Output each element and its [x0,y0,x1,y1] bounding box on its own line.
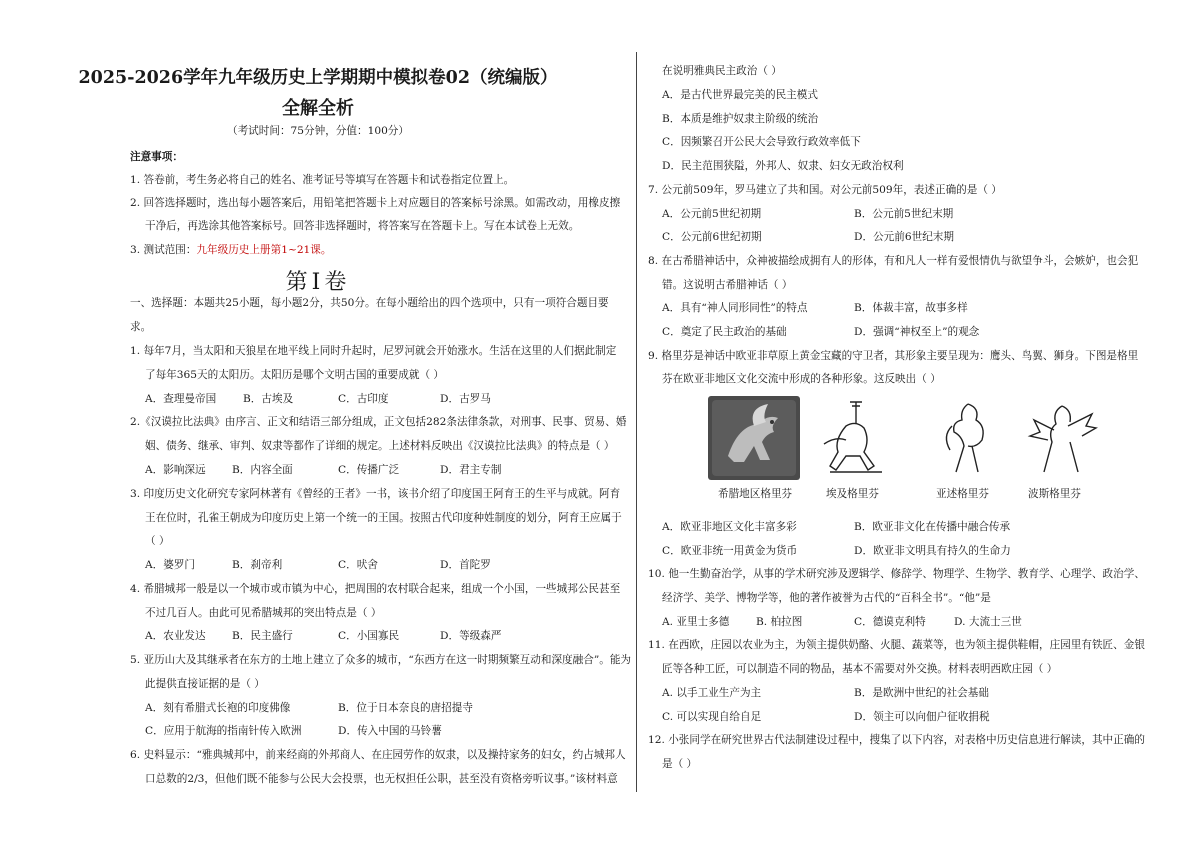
question-2: 2.《汉谟拉比法典》由序言、正文和结语三部分组成，正文包括282条法律条款，对刑事、民事、贸易、婚 [130,416,627,428]
notice-item: 干净后，再选涂其他答案标号。回答非选择题时，将答案写在答题卡上。写在本试卷上无效。 [145,220,580,232]
question-5: 5. 亚历山大及其继承者在东方的土地上建立了众多的城市，“东西方在这一时期频繁互动和深度融合”。能为 [130,654,632,666]
option: A．查理曼帝国 [145,393,217,405]
egyptian-griffin-image [816,396,896,480]
question-9: 9. 格里芬是神话中欧亚非草原上黄金宝藏的守卫者，其形象主要呈现为：鹰头、鸟翼、狮身。下图是格里 [648,350,1139,362]
option: D．传入中国的马铃薯 [338,725,442,737]
question-text: 不过几百人。由此可见希腊城邦的突出特点是（ ） [145,607,382,619]
question-text: 在说明雅典民主政治（ ） [662,65,782,77]
notice-item: 1. 答卷前，考生务必将自己的姓名、准考证号等填写在答题卡和试卷指定位置上。 [130,174,515,186]
option: A．婆罗门 [145,559,196,571]
page-subtitle: 全解全析 [282,98,354,119]
option: B．体裁丰富，故事多样 [854,302,968,314]
option: D．古罗马 [440,393,491,405]
option: C．德谟克利特 [854,616,926,628]
question-6: 6. 史料显示：“雅典城邦中，前来经商的外邦商人、在庄园劳作的奴隶，以及操持家务的妇女，约占城邦人 [130,749,626,761]
option: D．领主可以向佃户征收捐税 [854,711,990,723]
option: A. 以手工业生产为主 [662,687,762,699]
question-text: 此提供直接证据的是（ ） [145,678,265,690]
option: C. 可以实现自给自足 [662,711,762,723]
figure-caption: 希腊地区格里芬 [718,488,793,500]
figure-caption: 亚述格里芬 [936,488,989,500]
notice-item: 2. 回答选择题时，选出每小题答案后，用铅笔把答题卡上对应题目的答案标号涂黑。如需改动，用橡皮擦 [130,197,621,209]
question-text: 芬在欧亚非地区文化交流中形成的各种形象。这反映出（ ） [662,373,941,385]
question-11: 11. 在西欧，庄园以农业为主，为领主提供奶酪、火腿、蔬菜等，也为领主提供鞋帽，庄园里有铁匠、金银 [648,639,1145,651]
right-column [636,0,1200,849]
question-4: 4. 希腊城邦一般是以一个城市或市镇为中心，把周围的农村联合起来，组成一个小国，一些城邦公民甚至 [130,583,621,595]
persian-griffin-image [1026,396,1100,480]
question-1: 1. 每年7月，当太阳和天狼星在地平线上同时升起时，尼罗河就会开始涨水。生活在这里的人们据此制定 [130,345,617,357]
option: C．古印度 [338,393,389,405]
question-text: （ ） [145,535,170,547]
volume-heading: 第Ⅰ卷 [285,270,351,295]
option: D．公元前6世纪末期 [854,231,954,243]
option: B．内容全面 [232,464,293,476]
question-10: 10. 他一生勤奋治学，从事的学术研究涉及逻辑学、修辞学、物理学、生物学、教育学、心理学、政治学、 [648,568,1145,580]
option: C．小国寡民 [338,630,400,642]
option: D．等级森严 [440,630,502,642]
option: A．具有“神人同形同性”的特点 [662,302,808,314]
option: A. 亚里士多德 [662,616,730,628]
question-text: 经济学、美学、博物学等，他的著作被誉为古代的“百科全书”。“他”是 [662,592,991,604]
question-12: 12. 小张同学在研究世界古代法制建设过程中，搜集了以下内容，对表格中历史信息进行解读，其中正确的 [648,734,1145,746]
option: A．刻有希腊式长袍的印度佛像 [145,702,291,714]
option: A．农业发达 [145,630,206,642]
option: B．古埃及 [243,393,294,405]
question-text: 是（ ） [662,758,698,770]
option: B．刹帝利 [232,559,283,571]
question-text: 王在位时，孔雀王朝成为印度历史上第一个统一的王国。按照古代印度种姓制度的划分，阿育王应属于 [145,512,622,524]
option: D．强调“神权至上”的观念 [854,326,980,338]
section-intro: 求。 [130,321,152,333]
question-text: 错。这说明古希腊神话（ ） [662,279,793,291]
question-text: 了每年365天的太阳历。太阳历是哪个文明古国的重要成就（ ） [145,369,445,381]
option: C．传播广泛 [338,464,400,476]
assyrian-griffin-image [932,396,1002,480]
option: B．是欧洲中世纪的社会基础 [854,687,989,699]
option: C．应用于航海的指南针传入欧洲 [145,725,302,737]
question-3: 3. 印度历史文化研究专家阿林著有《曾经的王者》一书，该书介绍了印度国王阿育王的生平与成就。阿育 [130,488,621,500]
option: B．欧亚非文化在传播中融合传承 [854,521,1011,533]
question-text: 口总数的2/3，但他们既不能参与公民大会投票，也无权担任公职，甚至没有资格旁听议事。”该材料意 [145,773,618,785]
option: A．欧亚非地区文化丰富多彩 [662,521,797,533]
figure-caption: 埃及格里芬 [826,488,879,500]
option: B．民主盛行 [232,630,293,642]
notice-item: 3. 测试范围：九年级历史上册第1~21课。 [130,244,332,256]
question-text: 姻、债务、继承、审判、奴隶等都作了详细的规定。上述材料反映出《汉谟拉比法典》的特点是（ ） [145,440,615,452]
question-7: 7. 公元前509年，罗马建立了共和国。对公元前509年，表述正确的是（ ） [648,184,1002,196]
option: D．民主范围狭隘，外邦人、奴隶、妇女无政治权利 [662,160,904,172]
greek-griffin-image [708,396,800,480]
question-8: 8. 在古希腊神话中，众神被描绘成拥有人的形体，有和凡人一样有爱恨情仇与欲望争斗，会嫉妒，也会犯 [648,255,1139,267]
section-intro: 一、选择题：本题共25小题，每小题2分，共50分。在每小题给出的四个选项中，只有一项符合题目要 [130,297,609,309]
figure-caption: 波斯格里芬 [1028,488,1081,500]
exam-info: （考试时间：75分钟，分值：100分） [226,125,409,137]
option: D．欧亚非文明具有持久的生命力 [854,545,1011,557]
option: D．君主专制 [440,464,502,476]
option: A．公元前5世纪初期 [662,208,762,220]
option: C．奠定了民主政治的基础 [662,326,787,338]
option: C．欧亚非统一用黄金为货币 [662,545,798,557]
option: C．因频繁召开公民大会导致行政效率低下 [662,136,861,148]
option: B．本质是维护奴隶主阶级的统治 [662,113,819,125]
option: B．公元前5世纪末期 [854,208,954,220]
option: B. 柏拉图 [756,616,803,628]
test-scope: 九年级历史上册第1~21课。 [196,244,332,256]
notice-heading: 注意事项： [130,151,183,163]
page-title: 2025-2026学年九年级历史上学期期中模拟卷02（统编版） [78,68,558,88]
question-text: 匠等各种工匠，可以制造不同的物品，基本不需要对外交换。材料表明西欧庄园（ ） [662,663,1058,675]
option: A．影响深远 [145,464,206,476]
option: A．是古代世界最完美的民主模式 [662,89,818,101]
option: C．吠舍 [338,559,378,571]
option: D．首陀罗 [440,559,491,571]
option: B．位于日本奈良的唐招提寺 [338,702,473,714]
option: C．公元前6世纪初期 [662,231,762,243]
option: D. 大流士三世 [954,616,1022,628]
